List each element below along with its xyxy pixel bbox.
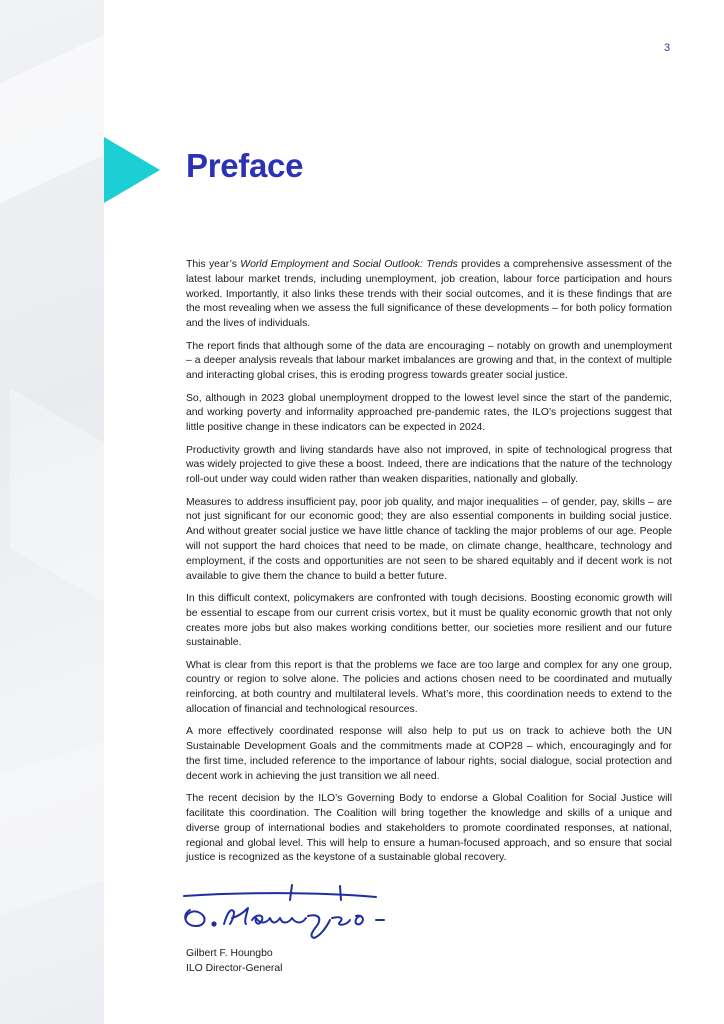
intro-text-before: This year’s [186, 259, 241, 270]
section-arrow-icon [104, 137, 160, 203]
page-title: Preface [186, 147, 304, 184]
paragraph: Measures to address insufficient pay, poor job quality, and major inequalities – of gender, pay, skills – are not just significant for our economic good; they are also essential components in building social justice. And without greater social justice we have little chance of tackling the major problems of our age. People will not support the hard choices that need to be made, on climate change, healthcare, technology and employment, if the costs and opportunities are not seen to be shared equitably and if decent work is not available to give them the chance to build a better future. [186, 496, 672, 582]
paragraph: What is clear from this report is that the problems we face are too large and complex for any one group, country or region to solve alone. The policies and actions chosen need to be coordinated and mutually reinforcing, at both country and multilateral levels. What’s more, this coordination needs to extend to the allocation of financial and technological resources. [186, 659, 672, 716]
page-number: 3 [664, 42, 671, 54]
paragraph: So, although in 2023 global unemployment dropped to the lowest level since the start of the pandemic, and working poverty and informality approached pre-pandemic rates, the ILO’s projections suggest that little positive change in these indicators can be expected in 2024. [186, 392, 672, 434]
signatory-role: ILO Director-General [186, 963, 283, 974]
paragraph: In this difficult context, policymakers are confronted with tough decisions. Boosting economic growth will be essential to escape from our current crisis vortex, but it must be quality economic growth that not only creates more jobs but also makes working conditions better, our societies more resilient and our future sustainable. [186, 592, 672, 649]
paragraph: Productivity growth and living standards have also not improved, in spite of technological progress that was widely projected to give these a boost. Indeed, there are indications that the nature of the technology roll-out under way could widen rather than weaken disparities, nationally and globally. [186, 444, 672, 486]
report-title: World Employment and Social Outlook: Trends [240, 259, 458, 270]
intro-text-after: provides a comprehensive assessment of the latest labour market trends, including unemployment, job creation, labour force participation and hours worked. Importantly, it also links these trends with their social outcomes, and it is these findings that are the most revealing when we assess the full significance of these developments – for both policy formation and the lives of individuals. [186, 259, 672, 330]
preface-body [186, 258, 672, 874]
paragraph-intro [186, 258, 672, 332]
paragraph: The report finds that although some of the data are encouraging – notably on growth and unemployment – a deeper analysis reveals that labour market imbalances are growing and that, in the context of multiple and interacting global crises, this is eroding progress towards greater social justice. [186, 340, 672, 382]
handwritten-signature [180, 880, 400, 944]
signatory-name: Gilbert F. Houngbo [186, 948, 273, 959]
decorative-side-band [0, 0, 104, 1024]
paragraph: A more effectively coordinated response will also help to put us on track to achieve both the UN Sustainable Development Goals and the commitments made at COP28 – which, encouragingly and for the first time, included reference to the importance of labour rights, social dialogue, social protection and decent work in achieving the just transition we all need. [186, 726, 672, 782]
paragraph: The recent decision by the ILO’s Governing Body to endorse a Global Coalition for Social Justice will facilitate this coordination. The Coalition will bring together the knowledge and skills of a unique and diverse group of international bodies and stakeholders to promote coordinated responses, at national, regional and global level. This will help to ensure a human-focused approach, and so ensure that social justice is recognized as the keystone of a sustainable global recovery. [186, 793, 672, 864]
